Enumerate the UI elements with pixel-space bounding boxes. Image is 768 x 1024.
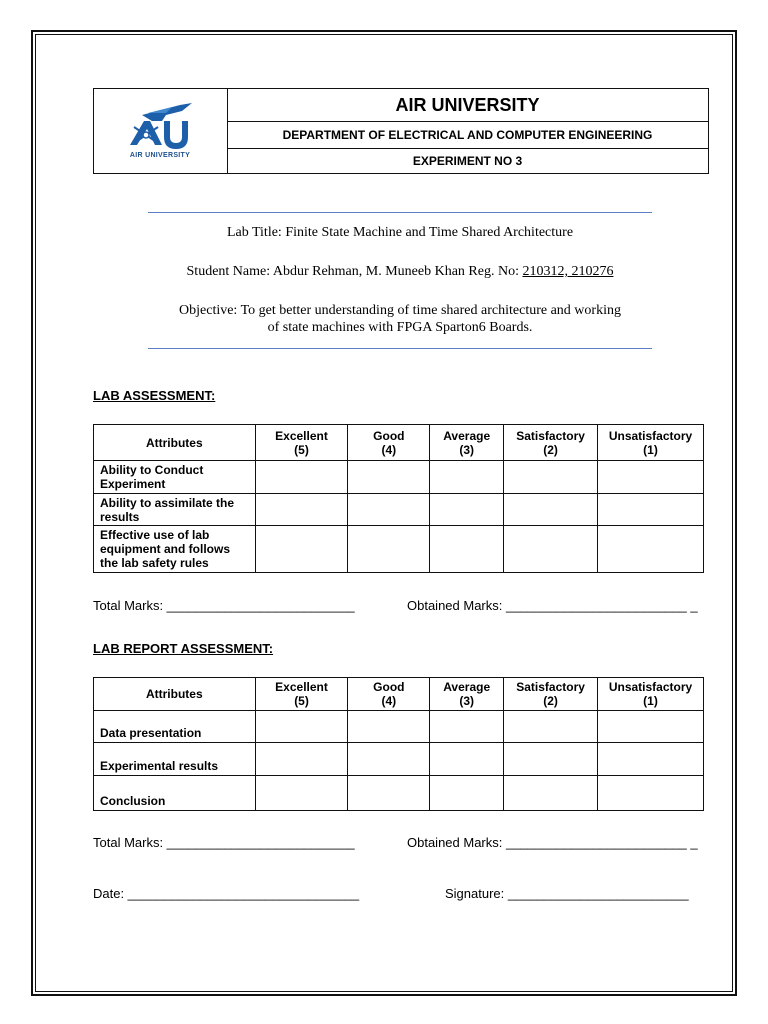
score-cell[interactable] (504, 526, 598, 573)
experiment-number: EXPERIMENT NO 3 (412, 154, 523, 168)
reg-no-value: 210312, 210276 (522, 264, 614, 279)
score-cell[interactable] (598, 711, 704, 743)
score-cell[interactable] (598, 461, 704, 494)
score-cell[interactable] (430, 526, 504, 573)
table-row (94, 776, 704, 811)
date-field[interactable]: Date: ________________________________ (93, 886, 360, 901)
attribute-cell: Effective use of lab equipment and follows the lab safety rules (94, 526, 256, 573)
score-cell[interactable] (504, 711, 598, 743)
score-cell[interactable] (504, 494, 598, 526)
header-attributes: Attributes (94, 678, 256, 711)
divider-top (148, 212, 652, 213)
table-row (94, 526, 704, 573)
student-name-line: Student Name: Abdur Rehman, M. Muneeb Khan Reg. No: (186, 264, 523, 279)
score-cell[interactable] (598, 743, 704, 776)
attribute-cell: Data presentation (94, 711, 256, 743)
table-row (94, 743, 704, 776)
score-cell[interactable] (255, 743, 348, 776)
score-cell[interactable] (598, 776, 704, 811)
score-cell[interactable] (598, 494, 704, 526)
table-header-row (94, 425, 704, 461)
score-cell[interactable] (504, 461, 598, 494)
header-good: Good (4) (348, 678, 430, 711)
table-header-row (94, 678, 704, 711)
attribute-cell: Experimental results (94, 743, 256, 776)
table-row (94, 494, 704, 526)
score-cell[interactable] (348, 494, 430, 526)
table-row (94, 461, 704, 494)
objective-line-2: of state machines with FPGA Sparton6 Boards. (267, 320, 533, 335)
score-cell[interactable] (255, 776, 348, 811)
header-satisfactory: Satisfactory (2) (504, 678, 598, 711)
header-good: Good (4) (348, 425, 430, 461)
score-cell[interactable] (430, 461, 504, 494)
report-assessment-table (93, 677, 704, 811)
score-cell[interactable] (348, 743, 430, 776)
department-name: DEPARTMENT OF ELECTRICAL AND COMPUTER ENGINEERING (227, 122, 708, 149)
header-satisfactory: Satisfactory (2) (504, 425, 598, 461)
score-cell[interactable] (255, 526, 348, 573)
lab-assessment-title: LAB ASSESSMENT: (93, 388, 216, 403)
attribute-cell: Ability to assimilate the results (94, 494, 256, 526)
score-cell[interactable] (430, 494, 504, 526)
logo-cell (94, 89, 228, 173)
university-name: AIR UNIVERSITY (227, 89, 708, 122)
report-total-marks[interactable]: Total Marks: __________________________ (93, 835, 355, 850)
header-unsatisfactory: Unsatisfactory (1) (598, 678, 704, 711)
table-row (94, 711, 704, 743)
logo-text: AIR UNIVERSITY (129, 152, 191, 159)
score-cell[interactable] (348, 526, 430, 573)
attribute-cell: Conclusion (94, 776, 256, 811)
score-cell[interactable] (255, 494, 348, 526)
header-unsatisfactory: Unsatisfactory (1) (598, 425, 704, 461)
lab-title: Lab Title: Finite State Machine and Time Shared Architecture (226, 225, 574, 240)
lab-assessment-table (93, 424, 704, 573)
objective-line-1: Objective: To get better understanding of time shared architecture and working (179, 303, 621, 318)
report-obtained-marks[interactable]: Obtained Marks: _________________________ _ (407, 835, 698, 850)
lab-obtained-marks[interactable]: Obtained Marks: _________________________ _ (407, 598, 698, 613)
score-cell[interactable] (504, 776, 598, 811)
score-cell[interactable] (348, 776, 430, 811)
divider-bottom (148, 348, 652, 349)
header-excellent: Excellent (5) (255, 425, 348, 461)
score-cell[interactable] (504, 743, 598, 776)
score-cell[interactable] (430, 743, 504, 776)
score-cell[interactable] (255, 711, 348, 743)
score-cell[interactable] (430, 711, 504, 743)
score-cell[interactable] (598, 526, 704, 573)
header-block (93, 88, 709, 174)
lab-total-marks[interactable]: Total Marks: __________________________ (93, 598, 355, 613)
student-info (100, 264, 700, 280)
attribute-cell: Ability to Conduct Experiment (94, 461, 256, 494)
air-university-logo-icon (122, 101, 198, 153)
report-assessment-title: LAB REPORT ASSESSMENT: (93, 641, 274, 656)
score-cell[interactable] (430, 776, 504, 811)
header-attributes: Attributes (94, 425, 256, 461)
score-cell[interactable] (348, 711, 430, 743)
header-excellent: Excellent (5) (255, 678, 348, 711)
signature-field[interactable]: Signature: _________________________ (445, 886, 689, 901)
score-cell[interactable] (255, 461, 348, 494)
header-average: Average (3) (430, 425, 504, 461)
header-average: Average (3) (430, 678, 504, 711)
score-cell[interactable] (348, 461, 430, 494)
